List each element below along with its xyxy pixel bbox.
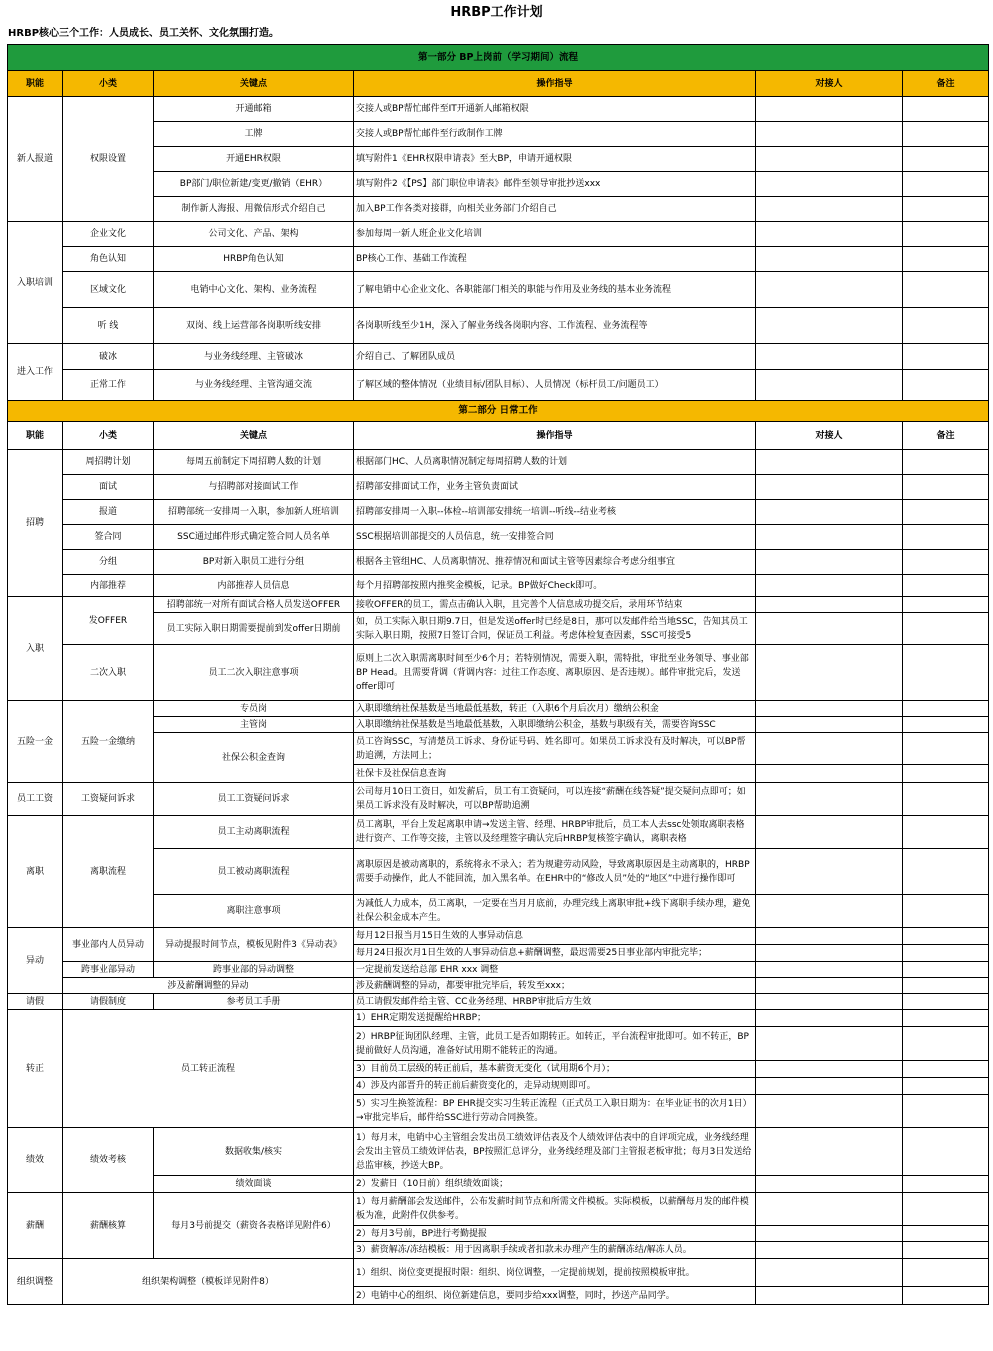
note-cell: [903, 733, 989, 765]
contact-cell: [756, 849, 903, 895]
guide-cell: 为减低人力成本，员工离职，一定要在当月月底前，办理完线上离职审批+线下离职手续办理，避免社保公积金成本产生。: [354, 895, 756, 928]
contact-cell: [756, 895, 903, 928]
contact-cell: [756, 928, 903, 945]
section-header-part2: 第二部分 日常工作: [8, 401, 989, 422]
guide-cell: 招聘部安排周一入职--体检--培训部安排统一培训--听线--结业考核: [354, 500, 756, 525]
subcategory-cell: 绩效考核: [63, 1128, 154, 1193]
note-cell: [903, 928, 989, 945]
table-row: [8, 122, 989, 147]
guide-cell: 3）目前员工层级的转正前后，基本薪资无变化（试用期6个月）；: [354, 1061, 756, 1078]
guide-cell: 入职即缴纳社保基数是当地最低基数，入职即缴纳公积金，基数与职级有关，需要咨询SSC: [354, 717, 756, 733]
note-cell: [903, 645, 989, 701]
guide-cell: 参加每周一新人班企业文化培训: [354, 222, 756, 247]
note-cell: [903, 97, 989, 122]
table-row: [8, 994, 989, 1010]
contact-cell: [756, 370, 903, 401]
key-point-cell: 员工工资疑问诉求: [154, 783, 354, 816]
guide-cell: 2）电销中心的组织、岗位新建信息，要同步给xxx调整，同时，抄送产品同学。: [354, 1287, 756, 1305]
key-point-cell: 内部推荐人员信息: [154, 575, 354, 597]
note-cell: [903, 197, 989, 222]
function-cell: 新人报道: [8, 97, 63, 222]
key-point-cell: 员工实际入职日期需要提前到发offer日期前: [154, 613, 354, 645]
contact-cell: [756, 1095, 903, 1128]
note-cell: [903, 978, 989, 994]
table-row: [8, 1259, 989, 1287]
subcategory-cell: 事业部内人员异动: [63, 928, 154, 962]
contact-cell: [756, 1176, 903, 1193]
key-point-cell: BP部门/职位新建/变更/撤销（EHR）: [154, 172, 354, 197]
table-row: [8, 222, 989, 247]
guide-cell: 员工咨询SSC，写清楚员工诉求、身份证号码、姓名即可。如果员工诉求没有及时解决，可以BP帮助追溯，方法同上；: [354, 733, 756, 765]
key-point-cell: 招聘部统一安排周一入职，参加新人班培训: [154, 500, 354, 525]
guide-cell: 离职原因是被动离职的，系统将永不录入；若为规避劳动风险，导致离职原因是主动离职的，HRBP需要手动操作，此人不能回流，加入黑名单。在EHR中的“修改人员”处的“地区”中进行操作即可: [354, 849, 756, 895]
function-cell: 五险一金: [8, 701, 63, 783]
contact-cell: [756, 272, 903, 308]
function-cell: 招聘: [8, 450, 63, 597]
function-cell: 异动: [8, 928, 63, 994]
guide-cell: 填写附件1《EHR权限申请表》至大BP，申请开通权限: [354, 147, 756, 172]
guide-cell: 各岗职听线至少1H，深入了解业务线各岗职内容、工作流程、业务流程等: [354, 308, 756, 344]
note-cell: [903, 1193, 989, 1226]
contact-cell: [756, 645, 903, 701]
contact-cell: [756, 197, 903, 222]
key-point-cell: 数据收集/核实: [154, 1128, 354, 1176]
note-cell: [903, 701, 989, 717]
table-row: [8, 550, 989, 575]
table-row: [8, 172, 989, 197]
function-cell: 离职: [8, 816, 63, 928]
contact-cell: [756, 308, 903, 344]
subcategory-cell: 发OFFER: [63, 597, 154, 645]
note-cell: [903, 500, 989, 525]
page-title: HRBP工作计划: [450, 5, 543, 20]
col-header-subcategory: 小类: [63, 71, 154, 97]
note-cell: [903, 308, 989, 344]
subcategory-cell: 正常工作: [63, 370, 154, 401]
col-header-guide: 操作指导: [354, 422, 756, 450]
guide-cell: 了解电销中心企业文化、各职能部门相关的职能与作用及业务线的基本业务流程: [354, 272, 756, 308]
table-row: [8, 475, 989, 500]
subcategory-cell: 角色认知: [63, 247, 154, 272]
table-row: [8, 247, 989, 272]
table-row: [8, 645, 989, 701]
function-cell: 组织调整: [8, 1259, 63, 1305]
guide-cell: 如，员工实际入职日期9.7日，但是发送offer时已经是8日，那可以发邮件给当地SSC，告知其员工实际入职日期，按照7日签订合同，保证员工利益。考虑体检复查因素，SSC可接受5: [354, 613, 756, 645]
key-point-cell: BP对新入职员工进行分组: [154, 550, 354, 575]
note-cell: [903, 222, 989, 247]
guide-cell: 公司每月10日工资日，如发薪后，员工有工资疑问，可以连接“薪酬在线答疑”提交疑问点即可；如果员工诉求没有及时解决，可以BP帮助追溯: [354, 783, 756, 816]
key-point-cell: 跨事业部的异动调整: [154, 962, 354, 978]
subcategory-cell: 面试: [63, 475, 154, 500]
function-cell: 薪酬: [8, 1193, 63, 1259]
table-row: [8, 525, 989, 550]
key-point-cell: 开通邮箱: [154, 97, 354, 122]
note-cell: [903, 1061, 989, 1078]
contact-cell: [756, 1078, 903, 1095]
note-cell: [903, 945, 989, 962]
note-cell: [903, 525, 989, 550]
col-header-subcategory: 小类: [63, 422, 154, 450]
note-cell: [903, 783, 989, 816]
key-point-cell: 员工主动离职流程: [154, 816, 354, 849]
guide-cell: 社保卡及社保信息查询: [354, 765, 756, 783]
guide-cell: SSC根据培训部提交的人员信息，统一安排签合同: [354, 525, 756, 550]
guide-cell: 1）每月薪酬部会发送邮件，公布发薪时间节点和所需文件模板。实际模板，以薪酬每月发的邮件模板为准，此附件仅供参考。: [354, 1193, 756, 1226]
note-cell: [903, 816, 989, 849]
note-cell: [903, 147, 989, 172]
guide-cell: 填写附件2《【PS】部门职位申请表》邮件至领导审批抄送xxx: [354, 172, 756, 197]
contact-cell: [756, 1287, 903, 1305]
table-row: [8, 450, 989, 475]
contact-cell: [756, 550, 903, 575]
contact-cell: [756, 1193, 903, 1226]
contact-cell: [756, 147, 903, 172]
subcategory-cell: 区域文化: [63, 272, 154, 308]
contact-cell: [756, 613, 903, 645]
contact-cell: [756, 450, 903, 475]
guide-cell: 2）HRBP征询团队经理、主管，此员工是否如期转正。如转正，平台流程审批即可。如不转正，BP提前做好人员沟通，准备好试用期不能转正的沟通。: [354, 1027, 756, 1061]
contact-cell: [756, 475, 903, 500]
guide-cell: 介绍自己、了解团队成员: [354, 344, 756, 370]
key-point-cell: 公司文化、产品、架构: [154, 222, 354, 247]
table-row: [8, 962, 989, 978]
note-cell: [903, 1176, 989, 1193]
note-cell: [903, 597, 989, 613]
function-cell: 进入工作: [8, 344, 63, 401]
subcategory-cell: 跨事业部异动: [63, 962, 154, 978]
note-cell: [903, 994, 989, 1010]
table-row: [8, 344, 989, 370]
contact-cell: [756, 1242, 903, 1259]
key-point-cell: 涉及薪酬调整的异动: [63, 978, 354, 994]
contact-cell: [756, 525, 903, 550]
note-cell: [903, 613, 989, 645]
subcategory-cell: 五险一金缴纳: [63, 701, 154, 783]
key-point-cell: 社保公积金查询: [154, 733, 354, 783]
table-row: [8, 147, 989, 172]
subcategory-cell: 企业文化: [63, 222, 154, 247]
key-point-cell: 与招聘部对接面试工作: [154, 475, 354, 500]
note-cell: [903, 1095, 989, 1128]
table-row: [8, 816, 989, 849]
contact-cell: [756, 733, 903, 765]
table-row: [8, 1176, 989, 1193]
contact-cell: [756, 222, 903, 247]
table-row: [8, 701, 989, 717]
guide-cell: 4）涉及内部晋升的转正前后薪资变化的，走异动规则即可。: [354, 1078, 756, 1095]
table-row: [8, 272, 989, 308]
contact-cell: [756, 1259, 903, 1287]
key-point-cell: 异动提报时间节点，模板见附件3《异动表》: [154, 928, 354, 962]
guide-cell: 接收OFFER的员工，需点击确认入职，且完善个人信息成功提交后，录用环节结束: [354, 597, 756, 613]
subcategory-cell: 离职流程: [63, 816, 154, 928]
guide-cell: 5）实习生换签流程：BP EHR提交实习生转正流程（正式员工入职日期为：在毕业证书的次月1日）→审批完毕后，邮件给SSC进行劳动合同换签。: [354, 1095, 756, 1128]
subcategory-cell: 请假制度: [63, 994, 154, 1010]
table-row: [8, 1010, 989, 1027]
note-cell: [903, 1242, 989, 1259]
subcategory-cell: 内部推荐: [63, 575, 154, 597]
note-cell: [903, 717, 989, 733]
note-cell: [903, 895, 989, 928]
function-cell: 请假: [8, 994, 63, 1010]
col-header-key-point: 关键点: [154, 71, 354, 97]
table-row: [8, 895, 989, 928]
key-point-cell: 开通EHR权限: [154, 147, 354, 172]
guide-cell: 每个月招聘部按照内推奖金模板，记录。BP做好Check即可。: [354, 575, 756, 597]
note-cell: [903, 1287, 989, 1305]
note-cell: [903, 122, 989, 147]
work-plan-table: [7, 44, 989, 1305]
subcategory-cell: 周招聘计划: [63, 450, 154, 475]
page-subtitle: HRBP核心三个工作：人员成长、员工关怀、文化氛围打造。: [8, 28, 280, 39]
guide-cell: 交接人或BP帮忙邮件至行政制作工牌: [354, 122, 756, 147]
table-row: [8, 308, 989, 344]
subcategory-cell: 薪酬核算: [63, 1193, 154, 1259]
subcategory-cell: 权限设置: [63, 97, 154, 222]
subcategory-cell: 二次入职: [63, 645, 154, 701]
note-cell: [903, 247, 989, 272]
guide-cell: 招聘部安排面试工作，业务主管负责面试: [354, 475, 756, 500]
table-row: [8, 197, 989, 222]
key-point-cell: 专员岗: [154, 701, 354, 717]
table-row: [8, 575, 989, 597]
key-point-cell: 组织架构调整（模板详见附件8）: [63, 1259, 354, 1305]
key-point-cell: 离职注意事项: [154, 895, 354, 928]
key-point-cell: 主管岗: [154, 717, 354, 733]
key-point-cell: 参考员工手册: [154, 994, 354, 1010]
guide-cell: 了解区域的整体情况（业绩目标/团队目标）、人员情况（标杆员工/问题员工）: [354, 370, 756, 401]
guide-cell: 交接人或BP帮忙邮件至IT开通新人邮箱权限: [354, 97, 756, 122]
note-cell: [903, 1259, 989, 1287]
guide-cell: 员工离职，平台上发起离职申请→发送主管、经理、HRBP审批后，员工本人去ssc处领取离职表格进行资产、工作等交接，主管以及经理签字确认完后HRBP复核签字确认，离职表格: [354, 816, 756, 849]
note-cell: [903, 344, 989, 370]
note-cell: [903, 1078, 989, 1095]
contact-cell: [756, 500, 903, 525]
col-header-note: 备注: [903, 422, 989, 450]
table-row: [8, 97, 989, 122]
col-header-contact: 对接人: [756, 71, 903, 97]
table-header-row: [8, 422, 989, 450]
contact-cell: [756, 247, 903, 272]
key-point-cell: 与业务线经理、主管沟通交流: [154, 370, 354, 401]
note-cell: [903, 1010, 989, 1027]
key-point-cell: 每月3号前提交（薪资各表格详见附件6）: [154, 1193, 354, 1259]
contact-cell: [756, 344, 903, 370]
note-cell: [903, 272, 989, 308]
guide-cell: 涉及薪酬调整的异动，都要审批完毕后，转发至xxx；: [354, 978, 756, 994]
contact-cell: [756, 1027, 903, 1061]
contact-cell: [756, 945, 903, 962]
note-cell: [903, 475, 989, 500]
contact-cell: [756, 575, 903, 597]
note-cell: [903, 370, 989, 401]
note-cell: [903, 1027, 989, 1061]
contact-cell: [756, 597, 903, 613]
function-cell: 入职培训: [8, 222, 63, 344]
key-point-cell: 制作新人海报、用微信形式介绍自己: [154, 197, 354, 222]
contact-cell: [756, 1061, 903, 1078]
subcategory-cell: 分组: [63, 550, 154, 575]
function-cell: 转正: [8, 1010, 63, 1128]
table-row: [8, 613, 989, 645]
key-point-cell: 电销中心文化、架构、业务流程: [154, 272, 354, 308]
key-point-cell: 每周五前制定下周招聘人数的计划: [154, 450, 354, 475]
key-point-cell: 绩效面谈: [154, 1176, 354, 1193]
guide-cell: 1）组织、岗位变更提报时限：组织、岗位调整，一定提前规划，提前按照模板审批。: [354, 1259, 756, 1287]
guide-cell: 2）发薪日（10日前）组织绩效面谈；: [354, 1176, 756, 1193]
guide-cell: 每月24日报次月1日生效的人事异动信息+薪酬调整，最迟需要25日事业部内审批完毕；: [354, 945, 756, 962]
table-row: [8, 370, 989, 401]
col-header-contact: 对接人: [756, 422, 903, 450]
subcategory-cell: 破冰: [63, 344, 154, 370]
note-cell: [903, 575, 989, 597]
note-cell: [903, 172, 989, 197]
guide-cell: 3）薪资解冻/冻结模板：用于因离职手续或者扣款未办理产生的薪酬冻结/解冻人员。: [354, 1242, 756, 1259]
function-cell: 员工工资: [8, 783, 63, 816]
table-header-row: [8, 71, 989, 97]
table-row: [8, 978, 989, 994]
contact-cell: [756, 1128, 903, 1176]
section-header-part1: 第一部分 BP上岗前（学习期间）流程: [8, 45, 989, 71]
col-header-guide: 操作指导: [354, 71, 756, 97]
table-row: [8, 717, 989, 733]
subcategory-cell: 报道: [63, 500, 154, 525]
note-cell: [903, 450, 989, 475]
table-row: [8, 1193, 989, 1226]
contact-cell: [756, 97, 903, 122]
contact-cell: [756, 1226, 903, 1242]
contact-cell: [756, 1010, 903, 1027]
key-point-cell: SSC通过邮件形式确定签合同人员名单: [154, 525, 354, 550]
guide-cell: 入职即缴纳社保基数是当地最低基数，转正（入职6个月后次月）缴纳公积金: [354, 701, 756, 717]
contact-cell: [756, 765, 903, 783]
guide-cell: 1）每月末，电销中心主管组会发出员工绩效评估表及个人绩效评估表中的自评项完成，业务线经理会发出主管员工绩效评估表，BP按照汇总评分，业务线经理及部门主管报老板审批；每月3日发送给总监审核，抄送大BP。: [354, 1128, 756, 1176]
contact-cell: [756, 816, 903, 849]
subcategory-cell: 听 线: [63, 308, 154, 344]
note-cell: [903, 765, 989, 783]
col-header-function: 职能: [8, 71, 63, 97]
contact-cell: [756, 978, 903, 994]
contact-cell: [756, 962, 903, 978]
note-cell: [903, 962, 989, 978]
key-point-cell: 工牌: [154, 122, 354, 147]
contact-cell: [756, 783, 903, 816]
key-point-cell: 员工二次入职注意事项: [154, 645, 354, 701]
contact-cell: [756, 701, 903, 717]
subcategory-cell: 工资疑问诉求: [63, 783, 154, 816]
guide-cell: 原则上二次入职需离职时间至少6个月；若特别情况，需要入职，需特批，审批至业务领导、事业部BP Head。且需要背调（背调内容：过往工作态度、离职原因、是否违规）。邮件审批完后，发送offer即可: [354, 645, 756, 701]
guide-cell: 员工请假发邮件给主管、CC业务经理、HRBP审批后方生效: [354, 994, 756, 1010]
guide-cell: 每月12日报当月15日生效的人事异动信息: [354, 928, 756, 945]
col-header-note: 备注: [903, 71, 989, 97]
table-row: [8, 849, 989, 895]
contact-cell: [756, 717, 903, 733]
note-cell: [903, 1128, 989, 1176]
guide-cell: 根据各主管组HC、人员离职情况、推荐情况和面试主管等因素综合考虑分组事宜: [354, 550, 756, 575]
contact-cell: [756, 994, 903, 1010]
table-row: [8, 500, 989, 525]
key-point-cell: 招聘部统一对所有面试合格人员发送OFFER: [154, 597, 354, 613]
key-point-cell: 员工转正流程: [63, 1010, 354, 1128]
guide-cell: 1）EHR定期发送提醒给HRBP；: [354, 1010, 756, 1027]
note-cell: [903, 849, 989, 895]
guide-cell: BP核心工作、基础工作流程: [354, 247, 756, 272]
guide-cell: 根据部门HC、人员离职情况制定每周招聘人数的计划: [354, 450, 756, 475]
table-row: [8, 783, 989, 816]
guide-cell: 一定提前发送给总部 EHR xxx 调整: [354, 962, 756, 978]
function-cell: 入职: [8, 597, 63, 701]
guide-cell: 加入BP工作各类对接群，向相关业务部门介绍自己: [354, 197, 756, 222]
key-point-cell: HRBP角色认知: [154, 247, 354, 272]
note-cell: [903, 1226, 989, 1242]
contact-cell: [756, 122, 903, 147]
col-header-key-point: 关键点: [154, 422, 354, 450]
subcategory-cell: 签合同: [63, 525, 154, 550]
col-header-function: 职能: [8, 422, 63, 450]
key-point-cell: 双岗、线上运营部各岗职听线安排: [154, 308, 354, 344]
table-row: [8, 928, 989, 945]
function-cell: 绩效: [8, 1128, 63, 1193]
table-row: [8, 597, 989, 613]
guide-cell: 2）每月3号前，BP进行考勤提报: [354, 1226, 756, 1242]
table-row: [8, 733, 989, 765]
table-row: [8, 1128, 989, 1176]
note-cell: [903, 550, 989, 575]
contact-cell: [756, 172, 903, 197]
key-point-cell: 与业务线经理、主管破冰: [154, 344, 354, 370]
key-point-cell: 员工被动离职流程: [154, 849, 354, 895]
